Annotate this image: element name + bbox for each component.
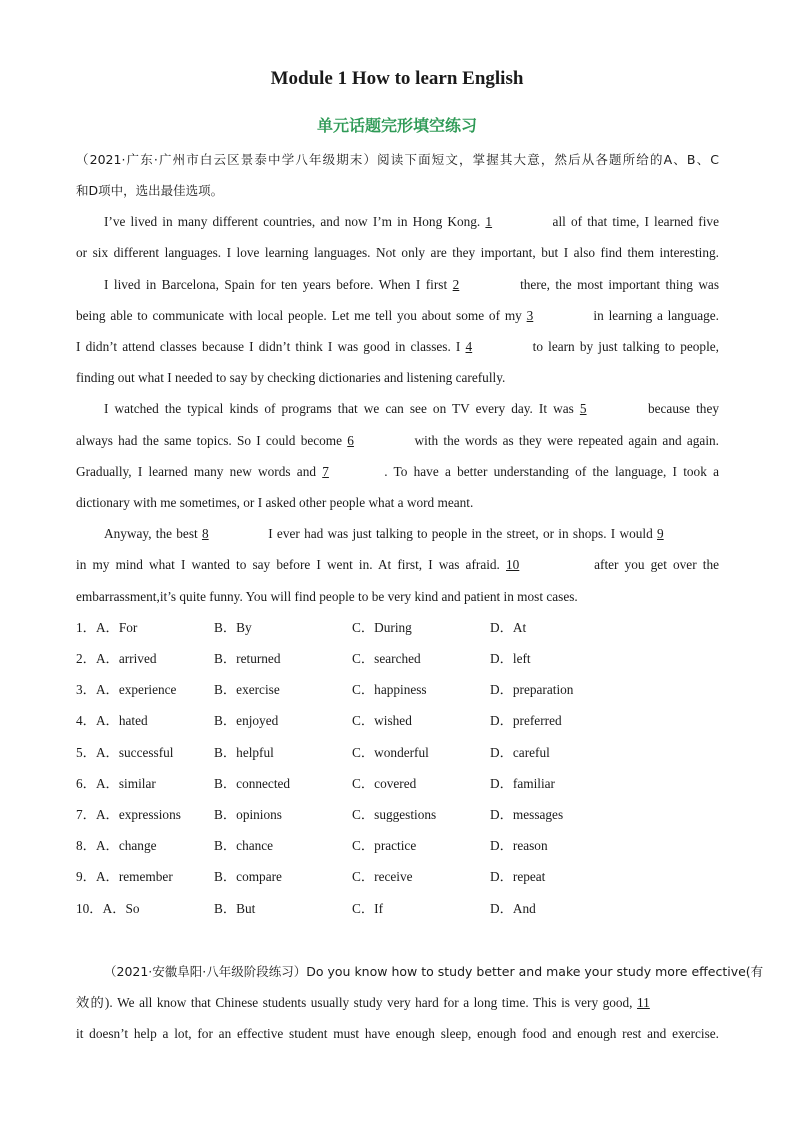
option-d[interactable] (490, 744, 550, 762)
option-b[interactable] (214, 806, 282, 824)
passage1-line: being able to communicate with local people. Let me tell you about some of my 3 in learning a language. (76, 308, 719, 323)
option-label: C．wished (352, 713, 412, 728)
blank-2[interactable]: 2 (452, 277, 460, 292)
option-a[interactable] (76, 744, 174, 762)
option-a[interactable] (76, 775, 156, 793)
passage1-line: I’ve lived in many different countries, and now I’m in Hong Kong. 1 all of that time, I learned five (104, 214, 719, 229)
option-label: C．If (352, 901, 384, 916)
passage1-line: or six different languages. I love learning languages. Not only are they important, but I also find them interesting. (76, 245, 719, 260)
option-label: B．returned (214, 651, 281, 666)
question-number: 10． (76, 901, 103, 916)
option-c[interactable] (352, 681, 427, 699)
blank-3[interactable]: 3 (526, 308, 534, 323)
option-c[interactable] (352, 650, 421, 668)
option-label: B．But (214, 901, 256, 916)
blank-4[interactable]: 4 (465, 339, 473, 354)
option-label: A．experience (95, 682, 177, 697)
question-number: 2． (76, 651, 96, 666)
blank-10[interactable]: 10 (506, 557, 520, 572)
passage1-source-cont: 和D项中，选出最佳选项。 (76, 183, 224, 198)
option-label: B．enjoyed (214, 713, 279, 728)
option-label: A．change (95, 838, 157, 853)
passage2-line: （2021·安徽阜阳·八年级阶段练习）Do you know how to study better and make your study more effective(有 (104, 964, 764, 979)
option-label: D．At (490, 620, 527, 635)
option-label: B．chance (214, 838, 274, 853)
option-label: D．reason (490, 838, 548, 853)
option-label: B．opinions (214, 807, 282, 822)
option-label: D．familiar (490, 776, 555, 791)
option-label: A．expressions (95, 807, 181, 822)
option-d[interactable] (490, 806, 563, 824)
option-c[interactable] (352, 619, 412, 637)
option-b[interactable] (214, 837, 273, 855)
option-d[interactable] (490, 712, 562, 730)
option-label: C．practice (352, 838, 417, 853)
passage1-line: finding out what I needed to say by checking dictionaries and listening carefully. (76, 370, 506, 385)
question-number: 1． (76, 620, 96, 635)
page-subtitle: 单元话题完形填空练习 (316, 116, 477, 135)
option-c[interactable] (352, 837, 416, 855)
option-c[interactable] (352, 775, 416, 793)
passage1-line: I watched the typical kinds of programs that we can see on TV every day. It was 5 because they (104, 401, 720, 416)
option-c[interactable] (352, 744, 429, 762)
option-b[interactable] (214, 650, 280, 668)
option-label: A．So (102, 901, 140, 916)
option-label: B．By (214, 620, 252, 635)
passage1-line: always had the same topics. So I could become 6 with the words as they were repeated again and again. (76, 433, 719, 448)
blank-7[interactable]: 7 (322, 464, 329, 479)
option-a[interactable] (76, 650, 157, 668)
option-label: C．happiness (352, 682, 427, 697)
option-label: A．remember (95, 869, 173, 884)
option-c[interactable] (352, 806, 436, 824)
option-label: C．searched (352, 651, 421, 666)
option-label: A．similar (95, 776, 156, 791)
question-number: 4． (76, 713, 96, 728)
option-a[interactable] (76, 806, 181, 824)
option-b[interactable] (214, 868, 282, 886)
question-number: 9． (76, 869, 96, 884)
passage1-line: in my mind what I wanted to say before I went in. At first, I was afraid. 10 after you get over the (76, 557, 719, 572)
blank-1[interactable]: 1 (485, 214, 493, 229)
question-number: 3． (76, 682, 96, 697)
question-number: 7． (76, 807, 96, 822)
passage1-line: I didn’t attend classes because I didn’t think I was good in classes. I 4 to learn by just talking to people, (76, 339, 719, 354)
option-a[interactable] (76, 619, 137, 637)
option-d[interactable] (490, 900, 536, 918)
passage1-line: embarrassment,it’s quite funny. You will find people to be very kind and patient in most cases. (76, 589, 578, 604)
blank-9[interactable]: 9 (657, 526, 664, 541)
question-number: 6． (76, 776, 96, 791)
option-c[interactable] (352, 712, 412, 730)
option-d[interactable] (490, 868, 545, 886)
passage2-line: it doesn’t help a lot, for an effective student must have enough sleep, enough food and enough rest and exercise. (76, 1026, 719, 1041)
option-c[interactable] (352, 900, 383, 918)
passage1-line: Gradually, I learned many new words and 7 . To have a better understanding of the language, I took a (76, 464, 719, 479)
option-label: D．careful (490, 745, 550, 760)
option-b[interactable] (214, 900, 255, 918)
option-label: B．exercise (214, 682, 280, 697)
option-label: D．preparation (490, 682, 574, 697)
option-label: D．And (490, 901, 536, 916)
option-label: A．For (95, 620, 138, 635)
question-number: 5． (76, 745, 96, 760)
option-label: D．repeat (490, 869, 546, 884)
option-b[interactable] (214, 619, 252, 637)
passage1-line: Anyway, the best 8 I ever had was just talking to people in the street, or in shops. I would 9 (104, 525, 719, 543)
option-label: C．receive (352, 869, 413, 884)
option-a[interactable] (76, 681, 176, 699)
option-c[interactable] (352, 868, 413, 886)
question-number: 8． (76, 838, 96, 853)
option-a[interactable] (76, 837, 157, 855)
option-label: A．successful (95, 745, 174, 760)
option-label: B．compare (214, 869, 282, 884)
option-label: B．helpful (214, 745, 274, 760)
passage2-line: 效的). We all know that Chinese students usually study very hard for a long time. This is very good, 11 (76, 994, 719, 1012)
option-a[interactable] (76, 900, 140, 918)
passage1-line: I lived in Barcelona, Spain for ten years before. When I first 2 there, the most important thing was (104, 277, 719, 292)
option-b[interactable] (214, 681, 280, 699)
passage1-source: （2021·广东·广州市白云区景泰中学八年级期末）阅读下面短文，掌握其大意，然后从各题所给的A、B、C (76, 152, 719, 167)
option-d[interactable] (490, 837, 548, 855)
option-label: A．arrived (95, 651, 157, 666)
passage1-line: dictionary with me sometimes, or I asked other people what a word meant. (76, 495, 474, 510)
blank-11[interactable]: 11 (637, 995, 650, 1010)
option-label: D．preferred (490, 713, 562, 728)
option-d[interactable] (490, 775, 555, 793)
option-label: D．messages (490, 807, 564, 822)
option-label: A．hated (95, 713, 148, 728)
option-label: D．left (490, 651, 531, 666)
option-label: C．suggestions (352, 807, 437, 822)
page-title: Module 1 How to learn English (270, 68, 524, 89)
option-label: C．During (352, 620, 412, 635)
option-label: B．connected (214, 776, 291, 791)
option-d[interactable] (490, 619, 526, 637)
option-label: C．covered (352, 776, 417, 791)
option-a[interactable] (76, 712, 148, 730)
option-b[interactable] (214, 744, 274, 762)
option-b[interactable] (214, 775, 290, 793)
blank-8[interactable]: 8 (201, 526, 209, 541)
option-b[interactable] (214, 712, 278, 730)
option-d[interactable] (490, 650, 531, 668)
blank-5[interactable]: 5 (579, 401, 587, 416)
option-label: C．wonderful (352, 745, 429, 760)
option-a[interactable] (76, 868, 173, 886)
option-d[interactable] (490, 681, 573, 699)
blank-6[interactable]: 6 (347, 433, 354, 448)
